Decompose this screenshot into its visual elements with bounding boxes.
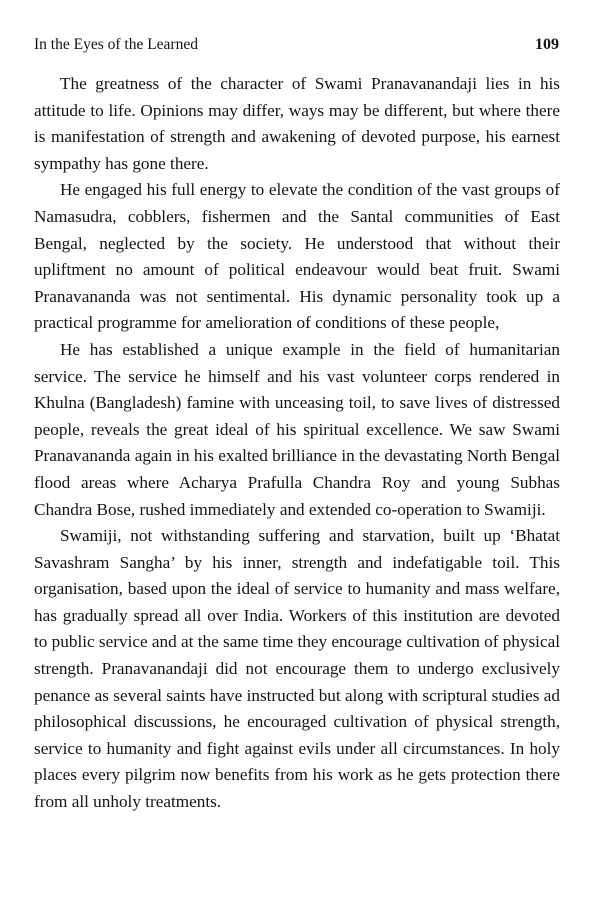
running-head <box>34 36 560 58</box>
page-number: 109 <box>535 36 559 53</box>
book-page <box>34 36 560 816</box>
paragraph: He has established a unique example in the field of humanitarian service. The service he himself and his vast volunteer corps rendered in Khulna (Bangladesh) famine with unceasing toil, to save lives of distressed people, reveals the great ideal of his spiritual excellence. We saw Swami Pranavananda again in his exalted brilliance in the devastating North Bengal flood areas where Acharya Prafulla Chandra Roy and young Subhas Chandra Bose, rushed immediately and extended co-operation to Swamiji. <box>34 339 560 519</box>
running-head-title: In the Eyes of the Learned <box>34 36 198 53</box>
paragraph: The greatness of the character of Swami Pranavanandaji lies in his attitude to life. Opinions may differ, ways may be different, but where there is manifestation of strength and awakening of devoted purpose, his earnest sympathy has gone there. <box>34 74 560 173</box>
body-text <box>34 71 560 816</box>
paragraph: Swamiji, not withstanding suffering and starvation, built up ‘Bhatat Savashram Sangha’ by his inner, strength and indefatigable toil. This organisation, based upon the ideal of service to humanity and mass welfare, has gradually spread all over India. Workers of this institution are devoted to public service and at the same time they encourage cultivation of physical strength. Pranavanandaji did not encourage them to undergo exclusively penance as several saints have instructed but along with scriptural studies ad philosophical discussions, he encouraged cultivation of physical strength, service to humanity and fight against evils under all circumstances. In holy places every pilgrim now benefits from his work as he gets protection there from all unholy treatments. <box>34 526 560 812</box>
paragraph: He engaged his full energy to elevate the condition of the vast groups of Namasudra, cobblers, fishermen and the Santal communities of East Bengal, neglected by the society. He understood that without their upliftment no amount of political endeavour would beat fruit. Swami Pranavananda was not sentimental. His dynamic personality took up a practical programme for amelioration of conditions of these people, <box>34 180 560 333</box>
